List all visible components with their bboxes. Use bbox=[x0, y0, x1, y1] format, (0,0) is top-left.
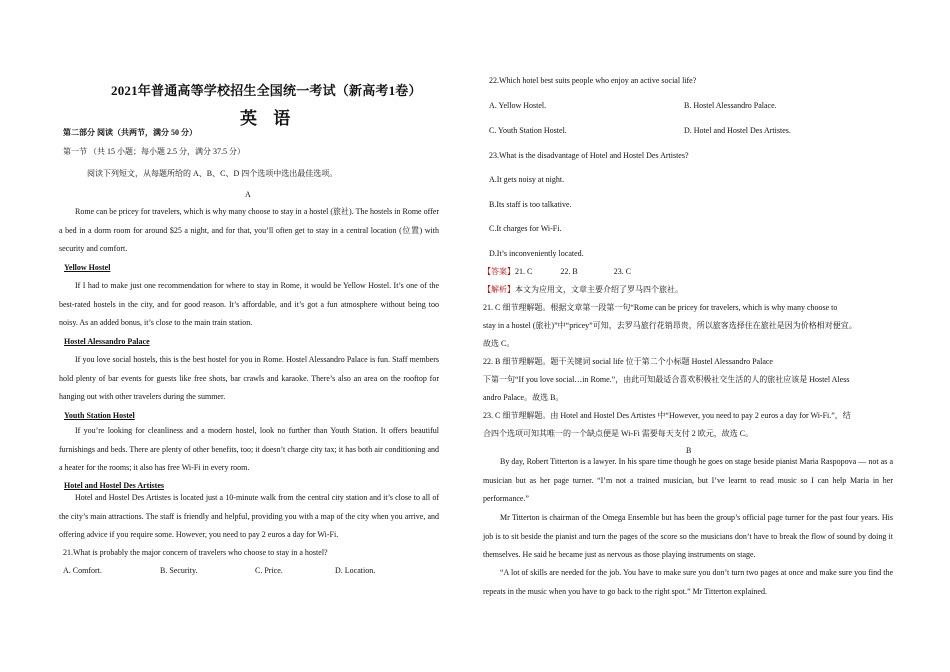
explanation-21-line2: stay in a hostel (旅社)”中“pricey”可知，去罗马旅行花销昂贵，所以旅客选择住在旅社是因为价格相对便宜。 bbox=[483, 321, 857, 330]
answer-22: 22. B bbox=[560, 267, 578, 276]
hostel-text-youth: If you’re looking for cleanliness and a modern hostel, look no further than Youth Station. It offers beautiful furnishings and beds. There are plenty of other benefits, too; it doesn’t charge city tax; it has both air conditioning and a heater for the rooms; it also has free Wi-Fi in every room. bbox=[59, 426, 439, 472]
analysis-summary: 本文为应用文，文章主要介绍了罗马四个旅社。 bbox=[515, 285, 683, 294]
explanation-21-line3: 故选 C。 bbox=[483, 339, 515, 348]
answer-tag: 【答案】 bbox=[483, 267, 515, 276]
part-heading: 第二部分 阅读（共两节，满分 50 分） bbox=[63, 128, 197, 137]
explanation-22-line3: andro Palace。故选 B。 bbox=[483, 393, 564, 402]
q23-option-c: C.It charges for Wi-Fi. bbox=[489, 224, 562, 233]
passage-b-paragraph-1: By day, Robert Titterton is a lawyer. In his spare time though he goes on stage beside pianist Maria Raspopova — not as a musician but as her page turner. “I’m not a trained musician, but I’ve learnt to read music so I can help Maria in her performance.” bbox=[483, 457, 893, 503]
answer-23: 23. C bbox=[613, 267, 632, 276]
hostel-text-yellow: If I had to make just one recommendation for where to stay in Rome, it would be Yellow Hostel. It’s one of the best-rated hostels in the city, and for good reason. It’s affordable, and it’s got a fun atmosphere without being too noisy. As an added bonus, it’s close to the main train station. bbox=[59, 281, 439, 327]
hostel-heading-artistes: Hotel and Hostel Des Artistes bbox=[64, 481, 164, 490]
explanation-22-line1: 22. B 细节理解题。题干关键词 social life 位于第二个小标题 Hostel Alessandro Palace bbox=[483, 357, 773, 366]
hostel-heading-youth: Youth Station Hostel bbox=[64, 411, 135, 420]
subject-title: 英 语 bbox=[240, 109, 297, 128]
q22-option-a: A. Yellow Hostel. bbox=[489, 101, 547, 110]
q23-option-b: B.Its staff is too talkative. bbox=[489, 200, 572, 209]
passage-a-intro: Rome can be pricey for travelers, which is why many choose to stay in a hostel (旅社). The hostels in Rome offer a bed in a dorm room for around $25 a night, and for that, you’ll often get to stay in a central location (位置) with security and comfort. bbox=[59, 207, 439, 253]
q22-option-b: B. Hostel Alessandro Palace. bbox=[684, 101, 777, 110]
q21-option-a: A. Comfort. bbox=[63, 566, 102, 575]
q21-option-c: C. Price. bbox=[255, 566, 283, 575]
q21-option-b: B. Security. bbox=[160, 566, 198, 575]
q23-option-d: D.It’s inconveniently located. bbox=[489, 249, 584, 258]
section-heading: 第一节 （共 15 小题；每小题 2.5 分，满分 37.5 分） bbox=[63, 147, 245, 156]
passage-b-paragraph-2: Mr Titterton is chairman of the Omega Ensemble but has been the group’s official page turner for the past four years. His job is to sit beside the pianist and turn the pages of the score so the musicians don’t have to break the flow of sound by doing it themselves. He said he became just as nervous as those playing instruments on stage. bbox=[483, 513, 893, 559]
passage-b-label: B bbox=[686, 446, 692, 455]
q22-option-c: C. Youth Station Hostel. bbox=[489, 126, 567, 135]
analysis-line bbox=[483, 284, 683, 295]
q23-option-a: A.It gets noisy at night. bbox=[489, 175, 565, 184]
explanation-23-line2: 合四个选项可知其唯一的一个缺点便是 Wi-Fi 需要每天支付 2 欧元，故选 C。 bbox=[483, 429, 754, 438]
analysis-tag: 【解析】 bbox=[483, 285, 515, 294]
q21-option-d: D. Location. bbox=[335, 566, 376, 575]
instructions: 阅读下列短文，从每题所给的 A、B、C、D 四个选项中选出最佳选项。 bbox=[87, 169, 338, 178]
explanation-23-line1: 23. C 细节理解题。由 Hotel and Hostel Des Artistes 中“However, you need to pay 2 euros a day for Wi-Fi.”，结 bbox=[483, 411, 851, 420]
q21-stem: 21.What is probably the major concern of travelers who choose to stay in a hostel? bbox=[63, 548, 328, 557]
q22-stem: 22.Which hotel best suits people who enjoy an active social life? bbox=[489, 76, 697, 85]
hostel-text-artistes: Hotel and Hostel Des Artistes is located just a 10-minute walk from the central city station and it’s close to all of the city’s main attractions. The staff is friendly and helpful, providing you with a map of the city when you arrive, and offering advice if you require some. However, you need to pay 2 euros a day for Wi-Fi. bbox=[59, 493, 439, 539]
q23-stem: 23.What is the disadvantage of Hotel and Hostel Des Artistes? bbox=[489, 151, 689, 160]
explanation-22-line2: 下第一句“If you love social…in Rome.”，由此可知最适合喜欢积极社交生活的人的旅社应该是 Hostel Aless bbox=[483, 375, 850, 384]
hostel-heading-alessandro: Hostel Alessandro Palace bbox=[64, 337, 150, 346]
hostel-text-alessandro: If you love social hostels, this is the best hostel for you in Rome. Hostel Alessandro Palace is fun. Staff members hold plenty of bar events for guests like free shots, bar crawls and karaoke. There’s also an area on the rooftop for hanging out with other travelers during the summer. bbox=[59, 355, 439, 401]
passage-a-label: A bbox=[245, 190, 251, 199]
exam-title: 2021年普通高等学校招生全国统一考试（新高考1卷） bbox=[111, 83, 422, 98]
passage-b-paragraph-3: “A lot of skills are needed for the job. You have to make sure you don’t turn two pages at once and make sure you find the repeats in the music when you have to go back to the right spot.” Mr Titterton explained. bbox=[483, 568, 893, 596]
q22-option-d: D. Hotel and Hostel Des Artistes. bbox=[684, 126, 791, 135]
answer-line bbox=[483, 266, 631, 277]
answer-21: 21. C bbox=[515, 267, 533, 276]
hostel-heading-yellow: Yellow Hostel bbox=[64, 263, 111, 272]
explanation-21-line1: 21. C 细节理解题。根据文章第一段第一句“Rome can be pricey for travelers, which is why many choose to bbox=[483, 303, 838, 312]
